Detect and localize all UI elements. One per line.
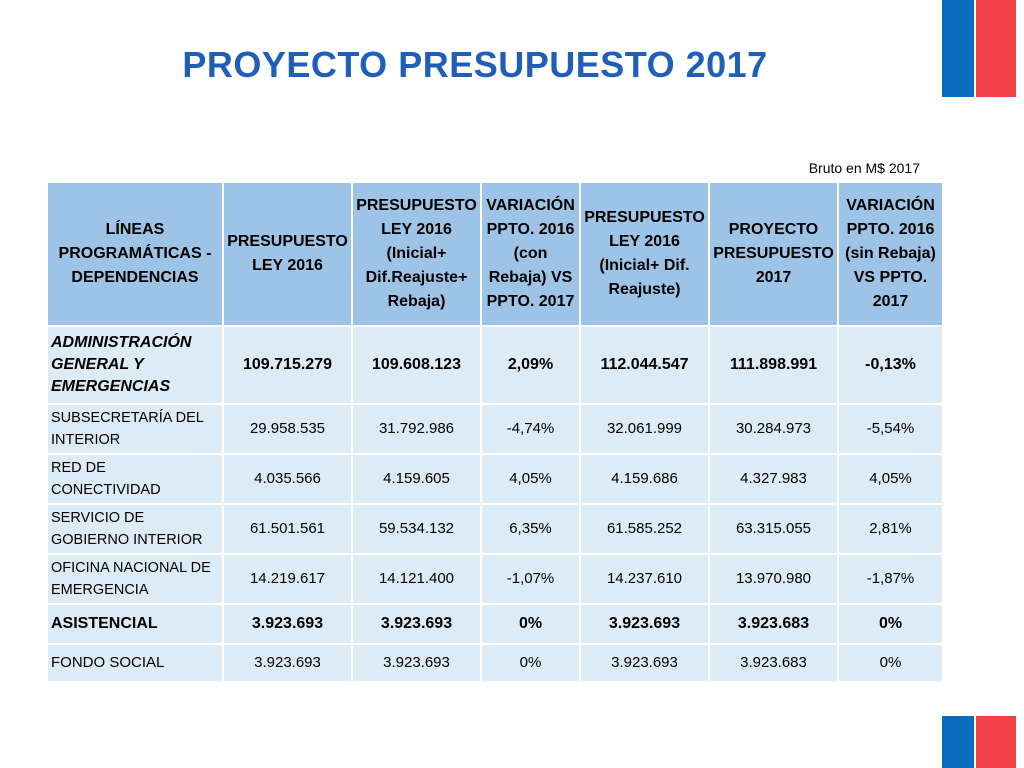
header-ley2016-rebaja: PRESUPUESTO LEY 2016 (Inicial+ Dif.Reajuste+ Rebaja): [352, 182, 481, 326]
table-row: [47, 404, 943, 454]
cell-ley2016-rebaja: 31.792.986: [352, 404, 481, 454]
header-var-con-rebaja: VARIACIÓN PPTO. 2016 (con Rebaja) VS PPTO. 2017: [481, 182, 580, 326]
cell-var-con: 4,05%: [481, 454, 580, 504]
row-name: SERVICIO DE GOBIERNO INTERIOR: [47, 504, 223, 554]
cell-var-con: -1,07%: [481, 554, 580, 604]
table-row: [47, 504, 943, 554]
header-var-sin-rebaja: VARIACIÓN PPTO. 2016 (sin Rebaja) VS PPTO. 2017: [838, 182, 943, 326]
cell-var-sin: 2,81%: [838, 504, 943, 554]
cell-var-sin: 0%: [838, 604, 943, 644]
table-row: [47, 604, 943, 644]
unit-note: Bruto en M$ 2017: [808, 160, 920, 176]
cell-ley2016: 3.923.693: [223, 604, 352, 644]
cell-var-sin: -0,13%: [838, 326, 943, 404]
cell-var-con: 6,35%: [481, 504, 580, 554]
header-ley2016: PRESUPUESTO LEY 2016: [223, 182, 352, 326]
cell-ley2016: 61.501.561: [223, 504, 352, 554]
cell-ley2016: 29.958.535: [223, 404, 352, 454]
cell-proyecto2017: 3.923.683: [709, 604, 838, 644]
cell-ley2016-reajuste: 32.061.999: [580, 404, 709, 454]
cell-ley2016-rebaja: 59.534.132: [352, 504, 481, 554]
row-name: ASISTENCIAL: [47, 604, 223, 644]
table-row: [47, 554, 943, 604]
cell-ley2016-reajuste: 4.159.686: [580, 454, 709, 504]
flag-stripe-blue-bottom: [942, 716, 974, 768]
flag-stripe-red-top: [976, 0, 1016, 97]
cell-ley2016-reajuste: 14.237.610: [580, 554, 709, 604]
cell-proyecto2017: 4.327.983: [709, 454, 838, 504]
page-title: PROYECTO PRESUPUESTO 2017: [182, 44, 768, 85]
row-name: OFICINA NACIONAL DE EMERGENCIA: [47, 554, 223, 604]
cell-var-con: 0%: [481, 604, 580, 644]
cell-ley2016-rebaja: 109.608.123: [352, 326, 481, 404]
row-name: FONDO SOCIAL: [47, 644, 223, 682]
row-name: RED DE CONECTIVIDAD: [47, 454, 223, 504]
cell-proyecto2017: 13.970.980: [709, 554, 838, 604]
header-ley2016-reajuste: PRESUPUESTO LEY 2016 (Inicial+ Dif. Reajuste): [580, 182, 709, 326]
cell-ley2016-reajuste: 3.923.693: [580, 644, 709, 682]
cell-var-con: 0%: [481, 644, 580, 682]
cell-ley2016-rebaja: 3.923.693: [352, 644, 481, 682]
cell-proyecto2017: 3.923.683: [709, 644, 838, 682]
row-name: SUBSECRETARÍA DEL INTERIOR: [47, 404, 223, 454]
cell-var-sin: -1,87%: [838, 554, 943, 604]
header-proyecto2017: PROYECTO PRESUPUESTO 2017: [709, 182, 838, 326]
cell-ley2016-reajuste: 112.044.547: [580, 326, 709, 404]
flag-stripe-red-bottom: [976, 716, 1016, 768]
table-row: [47, 454, 943, 504]
cell-ley2016: 14.219.617: [223, 554, 352, 604]
cell-ley2016-rebaja: 14.121.400: [352, 554, 481, 604]
cell-var-sin: 0%: [838, 644, 943, 682]
cell-ley2016-rebaja: 4.159.605: [352, 454, 481, 504]
table-header-row: [47, 182, 943, 326]
cell-var-con: -4,74%: [481, 404, 580, 454]
cell-var-sin: 4,05%: [838, 454, 943, 504]
budget-table: [46, 181, 944, 683]
row-name: ADMINISTRACIÓN GENERAL Y EMERGENCIAS: [47, 326, 223, 404]
table-row: [47, 644, 943, 682]
cell-proyecto2017: 30.284.973: [709, 404, 838, 454]
cell-ley2016-reajuste: 61.585.252: [580, 504, 709, 554]
cell-proyecto2017: 111.898.991: [709, 326, 838, 404]
table-row: [47, 326, 943, 404]
cell-ley2016-reajuste: 3.923.693: [580, 604, 709, 644]
cell-ley2016: 4.035.566: [223, 454, 352, 504]
cell-ley2016: 109.715.279: [223, 326, 352, 404]
header-lineas: LÍNEAS PROGRAMÁTICAS - DEPENDENCIAS: [47, 182, 223, 326]
cell-var-sin: -5,54%: [838, 404, 943, 454]
cell-proyecto2017: 63.315.055: [709, 504, 838, 554]
cell-var-con: 2,09%: [481, 326, 580, 404]
cell-ley2016: 3.923.693: [223, 644, 352, 682]
cell-ley2016-rebaja: 3.923.693: [352, 604, 481, 644]
